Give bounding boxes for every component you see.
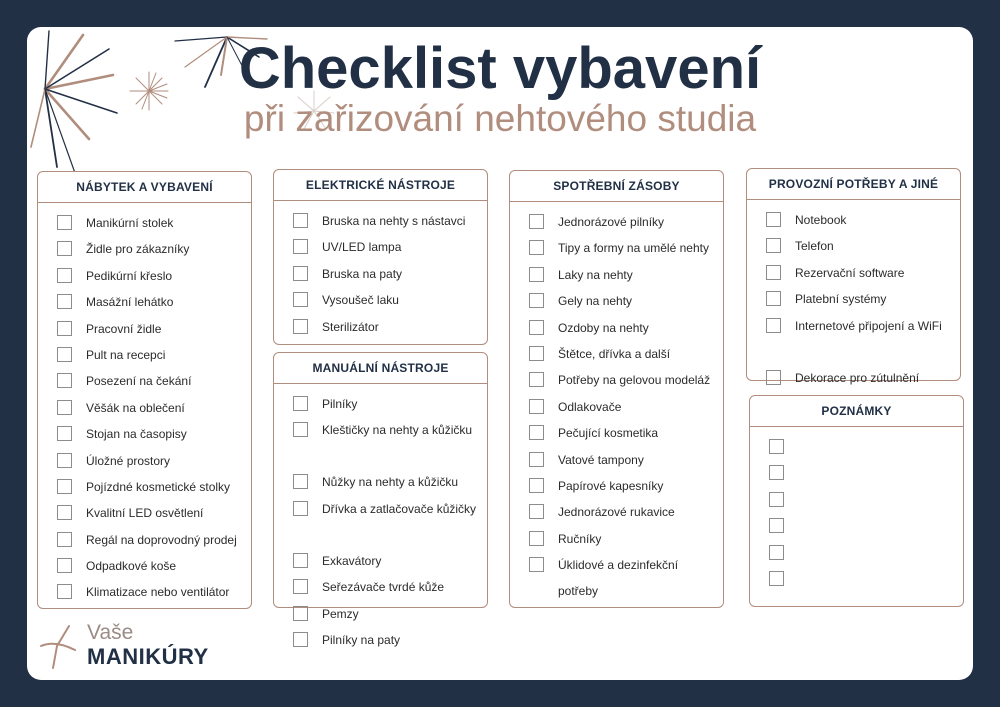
logo-icon	[39, 624, 79, 670]
checkbox[interactable]	[766, 265, 781, 280]
checklist-item-label: Potřeby na gelovou modeláž	[558, 373, 711, 388]
checkbox[interactable]	[529, 452, 544, 467]
checklist-item	[293, 317, 487, 343]
checklist-item-label: Sterilizátor	[322, 319, 379, 334]
checklist-item	[766, 316, 960, 368]
card-title-notes: POZNÁMKY	[750, 396, 963, 427]
checkbox[interactable]	[57, 584, 72, 599]
checklist-item	[293, 237, 487, 263]
checklist-item	[766, 210, 960, 236]
checklist-item-label: Masážní lehátko	[86, 295, 174, 310]
checklist-item-label: Úložné prostory	[86, 453, 171, 468]
card-title-furniture: NÁBYTEK A VYBAVENÍ	[38, 172, 251, 203]
card-title-operational: PROVOZNÍ POTŘEBY A JINÉ	[747, 169, 960, 200]
checklist-item	[57, 213, 251, 239]
checkbox[interactable]	[293, 213, 308, 228]
checklist-item	[766, 368, 960, 394]
checklist-item	[529, 265, 723, 291]
checklist-item	[57, 556, 251, 582]
checklist-item-label: Pilníky na paty	[322, 632, 401, 647]
checkbox[interactable]	[293, 292, 308, 307]
checklist-item	[529, 238, 723, 264]
checklist-item-label: Ozdoby na nehty	[558, 320, 649, 335]
checkbox[interactable]	[769, 571, 784, 586]
checklist-item	[57, 530, 251, 556]
checklist-item-label: Pojízdné kosmetické stolky	[86, 479, 231, 494]
checkbox[interactable]	[57, 532, 72, 547]
checklist-item-label: Bruska na nehty s nástavci	[322, 214, 466, 228]
checklist-item-label: Internetové připojení a WiFi	[795, 318, 942, 333]
checklist-item-label: Úklidové a dezinfekční potřeby	[558, 558, 679, 599]
checkbox[interactable]	[293, 396, 308, 411]
checkbox[interactable]	[293, 239, 308, 254]
checkbox[interactable]	[529, 240, 544, 255]
checklist-notes	[750, 427, 963, 595]
checklist-item	[293, 264, 487, 290]
checklist-item	[57, 292, 251, 318]
checklist-item-label: Klimatizace nebo ventilátor	[86, 585, 230, 600]
checklist-item	[57, 239, 251, 265]
checklist-item	[293, 211, 487, 237]
checkbox[interactable]	[769, 492, 784, 507]
checklist-item-label: Vatové tampony	[558, 452, 644, 467]
checklist-item	[769, 490, 963, 516]
checklist-sheet	[27, 27, 973, 680]
checklist-item-label: Pedikúrní křeslo	[86, 268, 173, 283]
checklist-item	[293, 604, 487, 630]
checkbox[interactable]	[57, 268, 72, 283]
checklist-item-label: Notebook	[795, 213, 847, 227]
checklist-item	[529, 450, 723, 476]
checklist-item-label: Papírové kapesníky	[558, 478, 664, 493]
card-title-manual-tools: MANUÁLNÍ NÁSTROJE	[274, 353, 487, 384]
checklist-item-label: Věšák na oblečení	[86, 400, 185, 415]
checklist-item-label: Exkavátory	[322, 553, 382, 568]
checkbox[interactable]	[529, 478, 544, 493]
checklist-furniture	[38, 203, 251, 609]
checkbox[interactable]	[529, 372, 544, 387]
checklist-item-label: Nůžky na nehty a kůžičku	[322, 475, 459, 490]
checklist-item	[529, 318, 723, 344]
checkbox[interactable]	[57, 558, 72, 573]
checklist-consumables	[510, 202, 723, 607]
checklist-item	[57, 319, 251, 345]
checkbox[interactable]	[293, 319, 308, 334]
checkbox[interactable]	[57, 453, 72, 468]
checklist-item	[529, 555, 723, 607]
card-manual-tools	[273, 352, 488, 647]
checklist-item	[769, 543, 963, 569]
card-title-consumables: SPOTŘEBNÍ ZÁSOBY	[510, 171, 723, 202]
checklist-item-label: Seřezávače tvrdé kůže	[322, 580, 445, 595]
checkbox[interactable]	[769, 545, 784, 560]
checklist-electric-tools	[274, 201, 487, 343]
checkbox[interactable]	[529, 425, 544, 440]
checklist-item	[293, 551, 487, 577]
checklist-item-label: Židle pro zákazníky	[86, 242, 190, 257]
checklist-item-label: Štětce, dřívka a další	[558, 346, 671, 361]
checklist-manual-tools	[274, 384, 487, 656]
checklist-item-label: Stojan na časopisy	[86, 427, 187, 442]
checkbox[interactable]	[57, 241, 72, 256]
checklist-item-label: Kvalitní LED osvětlení	[86, 506, 204, 521]
checkbox[interactable]	[529, 557, 544, 572]
checklist-item-label: Dekorace pro zútulnění	[795, 370, 920, 385]
checkbox[interactable]	[293, 422, 308, 437]
checklist-item	[529, 291, 723, 317]
checklist-item	[766, 263, 960, 289]
checkbox[interactable]	[57, 426, 72, 441]
checklist-item-label: Regál na doprovodný prodej	[86, 532, 237, 547]
checkbox[interactable]	[529, 346, 544, 361]
checkbox[interactable]	[529, 267, 544, 282]
checklist-item	[529, 502, 723, 528]
checkbox[interactable]	[293, 501, 308, 516]
checkbox[interactable]	[529, 293, 544, 308]
checkbox[interactable]	[57, 400, 72, 415]
checkbox[interactable]	[57, 505, 72, 520]
checkbox[interactable]	[766, 238, 781, 253]
checklist-item-label: Jednorázové pilníky	[558, 215, 665, 229]
card-electric-tools	[273, 169, 488, 345]
checkbox[interactable]	[57, 347, 72, 362]
checklist-item	[57, 398, 251, 424]
checklist-item-label: Vysoušeč laku	[322, 293, 399, 308]
checklist-item-label: Tipy a formy na umělé nehty	[558, 241, 709, 256]
checkbox[interactable]	[57, 215, 72, 230]
checklist-item	[766, 236, 960, 262]
page-subtitle: při zařizování nehtového studia	[243, 98, 757, 139]
checklist-item-label: Odpadkové koše	[86, 559, 177, 574]
checklist-item	[529, 344, 723, 370]
checklist-item	[57, 371, 251, 397]
checklist-item-label: Rezervační software	[795, 265, 905, 280]
checklist-item-label: Ručníky	[558, 531, 602, 546]
checklist-item-label: Posezení na čekání	[86, 374, 192, 389]
checkbox[interactable]	[57, 294, 72, 309]
checklist-item	[529, 370, 723, 396]
checkbox[interactable]	[293, 474, 308, 489]
checkbox[interactable]	[766, 291, 781, 306]
checkbox[interactable]	[57, 479, 72, 494]
checklist-item-label: Telefon	[795, 239, 834, 254]
card-consumables	[509, 170, 724, 608]
checklist-item-label: Pilníky	[322, 397, 358, 411]
checkbox[interactable]	[57, 321, 72, 336]
checkbox[interactable]	[293, 632, 308, 647]
checklist-item	[293, 290, 487, 316]
checkbox[interactable]	[766, 212, 781, 227]
page-title: Checklist vybavení	[238, 36, 762, 101]
checkbox[interactable]	[529, 214, 544, 229]
checklist-item	[293, 499, 487, 551]
checklist-item-label: Manikúrní stolek	[86, 216, 174, 230]
checklist-item	[57, 424, 251, 450]
checkbox[interactable]	[766, 370, 781, 385]
checkbox[interactable]	[293, 579, 308, 594]
checkbox[interactable]	[766, 318, 781, 333]
checklist-item	[529, 476, 723, 502]
checklist-item	[769, 437, 963, 463]
checklist-item-label: Jednorázové rukavice	[558, 505, 675, 520]
checklist-item-label: Pečující kosmetika	[558, 426, 659, 441]
checklist-item	[529, 212, 723, 238]
checklist-item-label: Pracovní židle	[86, 321, 162, 336]
logo-text-brand: MANIKÚRY	[87, 644, 209, 669]
checklist-item	[57, 477, 251, 503]
checklist-operational	[747, 200, 960, 394]
checklist-item	[57, 451, 251, 477]
checklist-item	[293, 630, 487, 656]
checklist-item	[57, 345, 251, 371]
checkbox[interactable]	[769, 465, 784, 480]
card-title-electric-tools: ELEKTRICKÉ NÁSTROJE	[274, 170, 487, 201]
checklist-item	[769, 569, 963, 595]
card-notes	[749, 395, 964, 607]
checkbox[interactable]	[529, 320, 544, 335]
checklist-item	[57, 503, 251, 529]
card-furniture	[37, 171, 252, 609]
checkbox[interactable]	[769, 439, 784, 454]
checklist-item-label: Kleštičky na nehty a kůžičku	[322, 423, 473, 438]
checklist-item-label: Pult na recepci	[86, 347, 166, 362]
checklist-item-label: Odlakovače	[558, 399, 622, 414]
checkbox[interactable]	[529, 504, 544, 519]
checkbox[interactable]	[529, 531, 544, 546]
card-operational	[746, 168, 961, 385]
checklist-item-label: Dřívka a zatlačovače kůžičky	[322, 501, 477, 516]
checkbox[interactable]	[769, 518, 784, 533]
checklist-item-label: UV/LED lampa	[322, 240, 402, 255]
checkbox[interactable]	[293, 266, 308, 281]
checklist-item-label: Laky na nehty	[558, 267, 633, 282]
checklist-item	[769, 463, 963, 489]
checklist-item	[529, 397, 723, 423]
checklist-item	[293, 420, 487, 472]
checkbox[interactable]	[57, 373, 72, 388]
checklist-item	[57, 266, 251, 292]
checkbox[interactable]	[293, 606, 308, 621]
checklist-item-label: Gely na nehty	[558, 294, 633, 309]
checklist-item	[529, 423, 723, 449]
checkbox[interactable]	[529, 399, 544, 414]
checklist-item	[293, 577, 487, 603]
checkbox[interactable]	[293, 553, 308, 568]
logo-text-vase: Vaše	[87, 621, 134, 644]
checklist-item-label: Platební systémy	[795, 292, 887, 307]
checklist-item-label: Pemzy	[322, 606, 359, 621]
checklist-item	[57, 582, 251, 608]
checklist-item-label: Bruska na paty	[322, 266, 403, 281]
checklist-item	[769, 516, 963, 542]
